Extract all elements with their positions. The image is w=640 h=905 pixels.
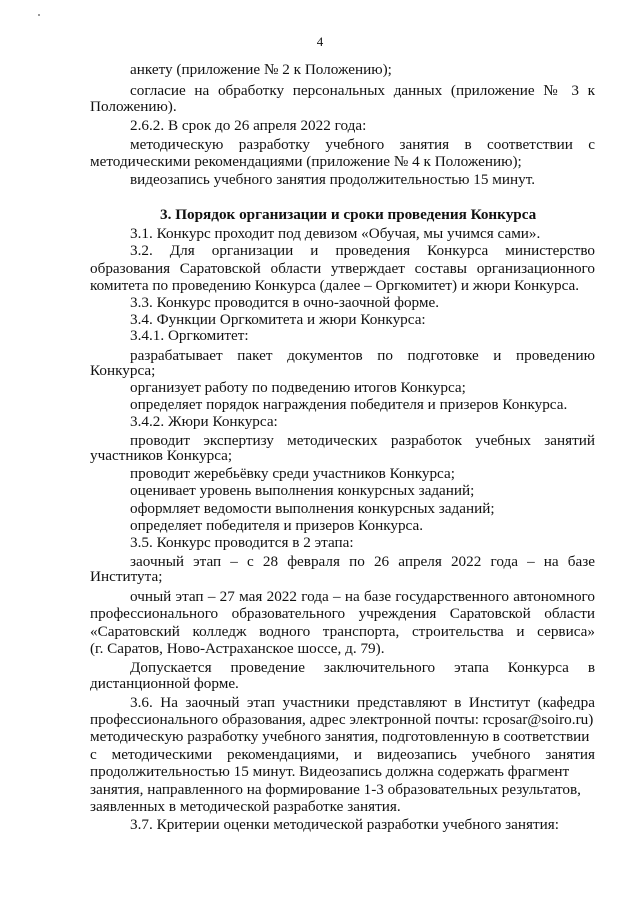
- text-line: проводит жеребьёвку среди участников Конкурса;: [130, 465, 455, 482]
- text-line: 3.2. Для организации и проведения Конкурса министерство: [130, 242, 595, 259]
- text-line: с методическими рекомендациями, и видеозапись учебного занятия: [90, 746, 595, 763]
- text-line: 3.6. На заочный этап участники представляют в Институт (кафедра: [130, 694, 595, 711]
- text-line: организует работу по подведению итогов Конкурса;: [130, 379, 466, 396]
- text-line: 3.5. Конкурс проводится в 2 этапа:: [130, 534, 354, 551]
- text-line: 3.3. Конкурс проводится в очно-заочной форме.: [130, 294, 440, 311]
- text-line: «Саратовский колледж водного транспорта, строительства и сервиса»: [90, 623, 595, 640]
- text-line: заочный этап – с 28 февраля по 26 апреля 2022 года – на базе: [130, 553, 595, 570]
- text-line: заявленных в методической разработке занятия.: [90, 798, 401, 815]
- text-line: 2.6.2. В срок до 26 апреля 2022 года:: [130, 117, 367, 134]
- text-line: участников Конкурса;: [90, 447, 233, 464]
- section-heading: 3. Порядок организации и сроки проведения Конкурса: [160, 206, 537, 223]
- text-line: профессионального образования, адрес электронной почты: rcposar@soiro.ru): [90, 711, 594, 728]
- text-line: продолжительностью 15 минут. Видеозапись должна содержать фрагмент: [90, 763, 570, 780]
- scan-speck: [38, 14, 40, 16]
- text-line: занятия, направленного на формирование 1-3 образовательных результатов,: [90, 781, 581, 798]
- text-line: Конкурса;: [90, 362, 156, 379]
- text-line: Положению).: [90, 98, 177, 115]
- text-line: дистанционной форме.: [90, 675, 239, 692]
- text-line: 3.4.2. Жюри Конкурса:: [130, 413, 278, 430]
- text-line: методическими рекомендациями (приложение № 4 к Положению);: [90, 153, 522, 170]
- text-line: 3.7. Критерии оценки методической разработки учебного занятия:: [130, 816, 559, 833]
- text-line: Допускается проведение заключительного этапа Конкурса в: [130, 659, 595, 676]
- page-number: 4: [316, 34, 324, 49]
- text-line: (г. Саратов, Ново-Астраханское шоссе, д. 79).: [90, 640, 385, 657]
- text-line: очный этап – 27 мая 2022 года – на базе государственного автономного: [130, 588, 595, 605]
- text-line: анкету (приложение № 2 к Положению);: [130, 61, 392, 78]
- text-line: 3.1. Конкурс проходит под девизом «Обучая, мы учимся сами».: [130, 225, 541, 242]
- text-line: образования Саратовской области утверждает составы организационного: [90, 260, 595, 277]
- text-line: 3.4. Функции Оргкомитета и жюри Конкурса:: [130, 311, 426, 328]
- text-line: оформляет ведомости выполнения конкурсных заданий;: [130, 500, 495, 517]
- text-line: комитета по проведению Конкурса (далее – Оргкомитет) и жюри Конкурса.: [90, 277, 580, 294]
- text-line: определяет победителя и призеров Конкурса.: [130, 517, 424, 534]
- text-line: проводит экспертизу методических разработок учебных занятий: [130, 432, 595, 449]
- text-line: Института;: [90, 568, 163, 585]
- text-line: методическую разработку учебного занятия в соответствии с: [130, 136, 595, 153]
- text-line: 3.4.1. Оргкомитет:: [130, 327, 249, 344]
- text-line: определяет порядок награждения победителя и призеров Конкурса.: [130, 396, 568, 413]
- text-line: методическую разработку учебного занятия, подготовленную в соответствии: [90, 728, 590, 745]
- text-line: профессионального образовательного учреждения Саратовской области: [90, 605, 595, 622]
- text-line: видеозапись учебного занятия продолжительностью 15 минут.: [130, 171, 536, 188]
- text-line: оценивает уровень выполнения конкурсных заданий;: [130, 482, 475, 499]
- text-line: согласие на обработку персональных данных (приложение № 3 к: [130, 82, 595, 99]
- text-line: разрабатывает пакет документов по подготовке и проведению: [130, 347, 595, 364]
